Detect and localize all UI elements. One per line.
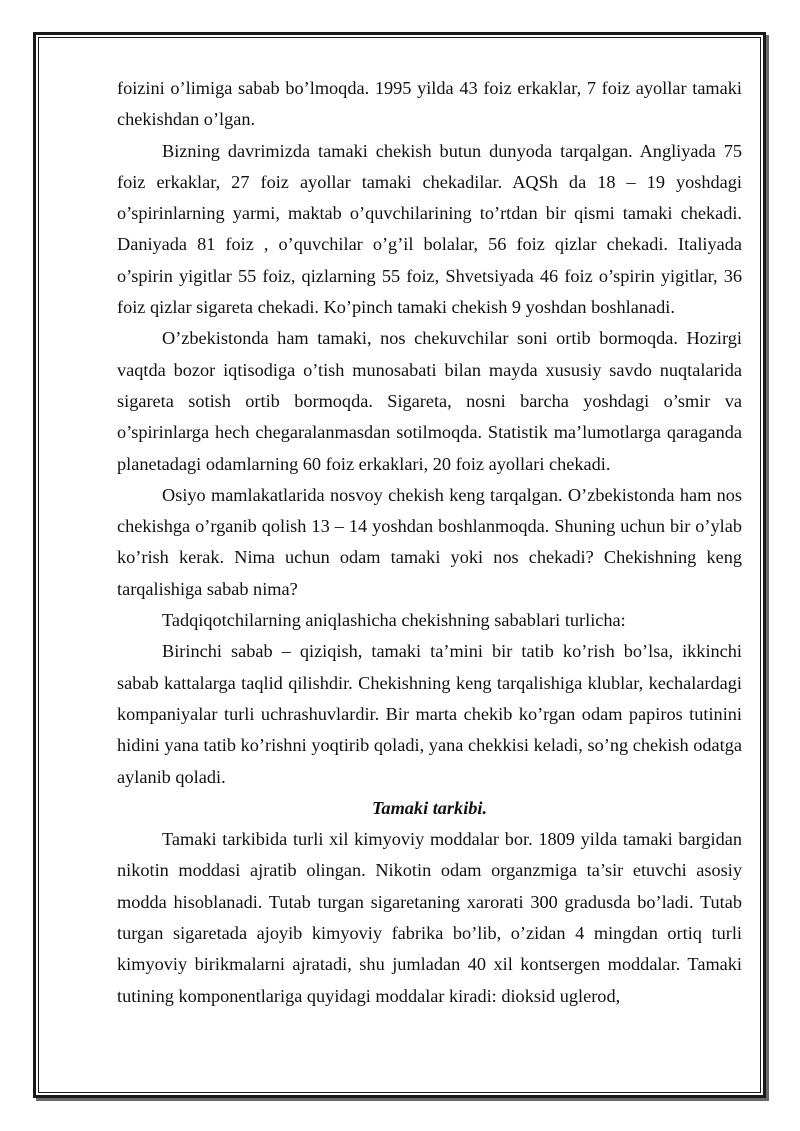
paragraph-research-intro: Tadqiqotchilarning aniqlashicha chekishning sabablari turlicha:: [162, 610, 626, 631]
paragraph-uzbekistan-smoking: O’zbekistonda ham tamaki, nos chekuvchilar soni ortib bormoqda. Hozirgi vaqtda bozor iqtisodiga o’tish munosabati bilan mayda xususiy savdo nuqtalarida sigareta sotish ortib bormoqda. Sigareta, nosni barcha yoshdagi o’smir va o’spirinlarga hech chegaralanmasdan sotilmoqda. Statistik ma’lumotlarga qaraganda planetadagi odamlarning 60 foiz erkaklari, 20 foiz ayollari chekadi.: [117, 328, 742, 474]
paragraph-asia-nosvoy: Osiyo mamlakatlarida nosvoy chekish keng tarqalgan. O’zbekistonda ham nos chekishga o’rganib qolish 13 – 14 yoshdan boshlanmoqda. Shuning uchun bir o’ylab ko’rish kerak. Nima uchun odam tamaki yoki nos chekadi? Chekishning keng tarqalishiga sabab nima?: [117, 484, 742, 599]
paragraph-tobacco-composition: Tamaki tarkibida turli xil kimyoviy moddalar bor. 1809 yilda tamaki bargidan nikotin moddasi ajratib olingan. Nikotin odam organzmiga ta’sir etuvchi asosiy modda hisoblanadi. Tutab turgan sigaretaning xarorati 300 gradusda bo’ladi. Tutab turgan sigaretada ajoyib kimyoviy fabrika bo’lib, o’zidan 4 mingdan ortiq turli kimyoviy birikmalarni ajratadi, shu jumladan 40 xil kontsergen moddalar. Tamaki tutining komponentlariga quyidagi moddalar kiradi: dioksid uglerod,: [117, 829, 742, 1006]
paragraph-continuation: foizini o’limiga sabab bo’lmoqda. 1995 yilda 43 foiz erkaklar, 7 foiz ayollar tamaki chekishdan o’lgan.: [117, 78, 742, 130]
paragraph-world-smoking: Bizning davrimizda tamaki chekish butun dunyoda tarqalgan. Angliyada 75 foiz erkaklar, 27 foiz ayollar tamaki chekadilar. AQSh da 18 – 19 yoshdagi o’spirinlarning yarmi, maktab o’quvchilarining to’rtdan bir qismi tamaki chekadi. Daniyada 81 foiz , o’quvchilar o’g’il bolalar, 56 foiz qizlar chekadi. Italiyada o’spirin yigitlar 55 foiz, qizlarning 55 foiz, Shvetsiyada 46 foiz o’spirin yigitlar, 36 foiz qizlar sigareta chekadi. Ko’pinch tamaki chekish 9 yoshdan boshlanadi.: [117, 140, 742, 318]
section-heading: Tamaki tarkibi.: [371, 797, 488, 818]
paragraph-reasons: Birinchi sabab – qiziqish, tamaki ta’mini bir tatib ko’rish bo’lsa, ikkinchi sabab kattalarga taqlid qilishdir. Chekishning keng tarqalishiga klublar, kechalardagi kompaniyalar turli uchrashuvlardir. Bir marta chekib ko’rgan odam papiros tutinini hidini yana tatib ko’rishni yoqtirib qoladi, yana chekkisi keladi, so’ng chekish odatga aylanib qoladi.: [117, 641, 742, 787]
document-body: [117, 73, 742, 1012]
